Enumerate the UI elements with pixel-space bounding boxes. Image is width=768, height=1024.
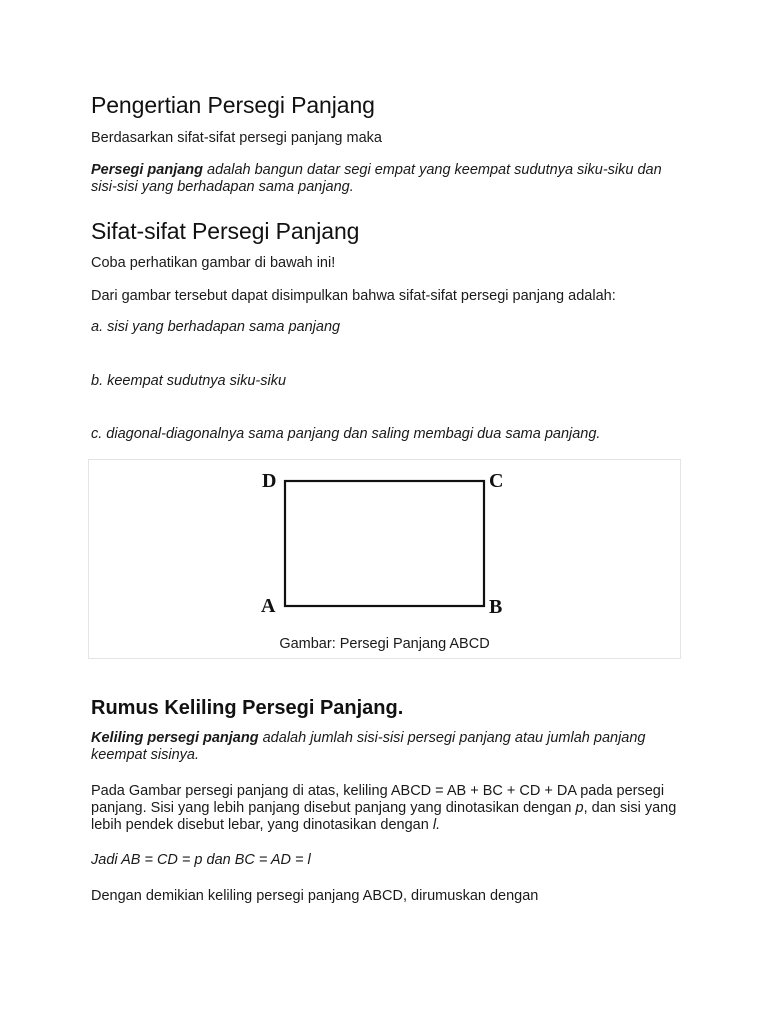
explanation-part: Pada Gambar persegi panjang di atas, keliling ABCD = AB + BC + CD + DA pada persegi panjang. Sisi yang lebih panjang disebut panjang yang dinotasikan dengan (91, 783, 665, 816)
keliling-explanation-paragraph (91, 783, 681, 834)
heading-rumus-keliling: Rumus Keliling Persegi Panjang. (91, 697, 404, 719)
heading-pengertian: Pengertian Persegi Panjang (91, 92, 375, 118)
equation-paragraph: Jadi AB = CD = p dan BC = AD = l (91, 852, 311, 868)
vertex-label-c: C (489, 470, 504, 492)
conclusion-paragraph: Dari gambar tersebut dapat disimpulkan bahwa sifat-sifat persegi panjang adalah: (91, 288, 616, 304)
figure-box (88, 459, 681, 659)
definition-text: adalah bangun datar segi empat yang keempat sudutnya siku-siku dan sisi-sisi yang berhadapan sama panjang. (91, 162, 662, 195)
symbol-l: l (432, 817, 437, 833)
explanation-part: , dan sisi yang lebih pendek disebut lebar, yang dinotasikan dengan (91, 800, 677, 833)
list-item: c. diagonal-diagonalnya sama panjang dan saling membagi dua sama panjang. (91, 426, 601, 442)
vertex-label-d: D (262, 470, 277, 492)
list-item: b. keempat sudutnya siku-siku (91, 373, 287, 389)
keliling-term: Keliling persegi panjang (91, 730, 259, 746)
closing-paragraph: Dengan demikian keliling persegi panjang ABCD, dirumuskan dengan (91, 888, 539, 904)
explanation-part: . (436, 817, 441, 833)
look-paragraph: Coba perhatikan gambar di bawah ini! (91, 255, 336, 271)
list-item: a. sisi yang berhadapan sama panjang (91, 319, 341, 335)
heading-sifat: Sifat-sifat Persegi Panjang (91, 218, 360, 244)
vertex-label-b: B (489, 596, 503, 618)
intro-paragraph: Berdasarkan sifat-sifat persegi panjang maka (91, 130, 382, 146)
rectangle-abcd (285, 481, 484, 606)
symbol-p: p (575, 800, 584, 816)
figure-caption: Gambar: Persegi Panjang ABCD (279, 636, 490, 652)
rectangle-figure (89, 460, 682, 660)
definition-paragraph (91, 162, 681, 196)
keliling-definition-text: adalah jumlah sisi-sisi persegi panjang atau jumlah panjang keempat sisinya. (91, 730, 646, 763)
keliling-definition-paragraph (91, 730, 681, 764)
definition-term: Persegi panjang (91, 162, 204, 178)
vertex-label-a: A (261, 595, 276, 617)
